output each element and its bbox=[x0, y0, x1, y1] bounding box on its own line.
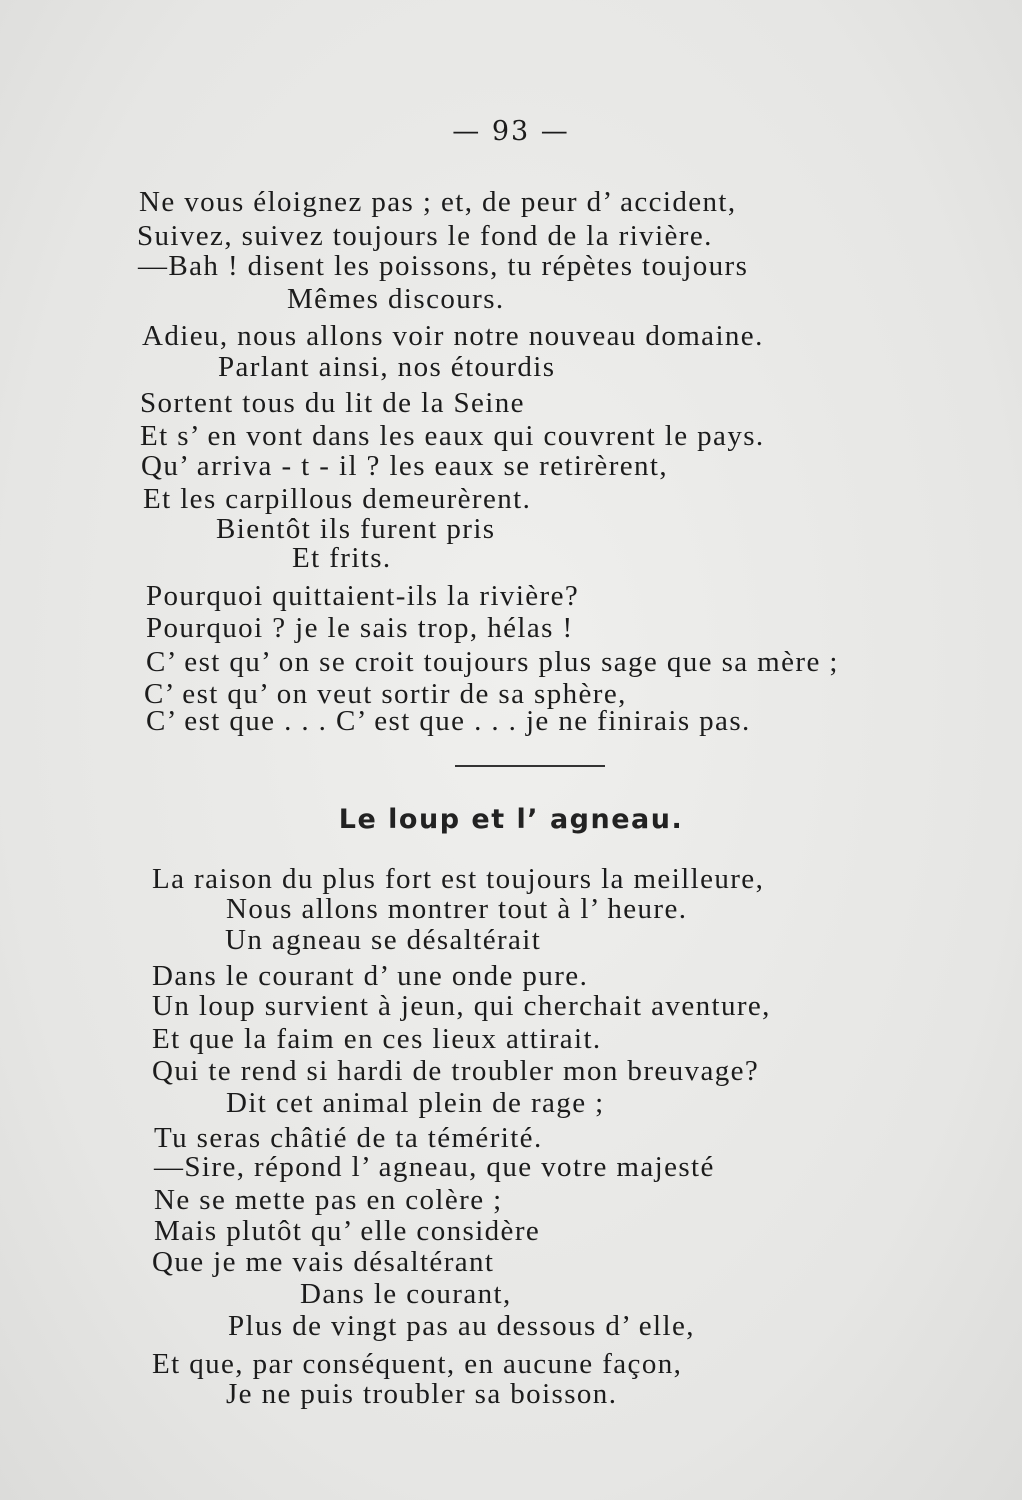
poem-line: Je ne puis troubler sa boisson. bbox=[226, 1378, 618, 1410]
fable-title: Le loup et l’ agneau. bbox=[338, 804, 684, 835]
poem-line: —Bah ! disent les poissons, tu répètes toujours bbox=[138, 250, 749, 282]
poem-line: —Sire, répond l’ agneau, que votre majesté bbox=[154, 1151, 715, 1183]
poem-line: Et que la faim en ces lieux attirait. bbox=[152, 1023, 602, 1055]
poem-line: Et frits. bbox=[292, 542, 392, 574]
poem-line: Mais plutôt qu’ elle considère bbox=[154, 1215, 541, 1247]
poem-line: C’ est qu’ on veut sortir de sa sphère, bbox=[144, 678, 627, 710]
poem-line: Et les carpillous demeurèrent. bbox=[143, 483, 532, 515]
poem-line: Mêmes discours. bbox=[287, 283, 505, 315]
poem-line: Dans le courant, bbox=[300, 1278, 512, 1310]
section-divider bbox=[455, 765, 605, 767]
poem-line: Un agneau se désaltérait bbox=[225, 924, 542, 956]
poem-line: Bientôt ils furent pris bbox=[216, 513, 496, 545]
poem-line: Qui te rend si hardi de troubler mon breuvage? bbox=[152, 1055, 760, 1087]
poem-line: Parlant ainsi, nos étourdis bbox=[218, 351, 556, 383]
poem-line: Et que, par conséquent, en aucune façon, bbox=[152, 1348, 683, 1380]
poem-line: Et s’ en vont dans les eaux qui couvrent le pays. bbox=[140, 420, 765, 452]
poem-line: Dit cet animal plein de rage ; bbox=[226, 1087, 605, 1119]
poem-line: Tu seras châtié de ta témérité. bbox=[154, 1122, 543, 1154]
poem-line: Dans le courant d’ une onde pure. bbox=[152, 960, 589, 992]
poem-line: Que je me vais désaltérant bbox=[152, 1246, 495, 1278]
poem-line: Ne se mette pas en colère ; bbox=[154, 1184, 503, 1216]
poem-line: Qu’ arriva - t - il ? les eaux se retirèrent, bbox=[141, 450, 669, 482]
poem-line: Adieu, nous allons voir notre nouveau domaine. bbox=[142, 320, 764, 352]
page-number: — 93 — bbox=[452, 116, 570, 147]
poem-line: C’ est qu’ on se croit toujours plus sage que sa mère ; bbox=[146, 646, 839, 678]
poem-line: Plus de vingt pas au dessous d’ elle, bbox=[228, 1310, 695, 1342]
poem-line: Ne vous éloignez pas ; et, de peur d’ accident, bbox=[139, 186, 737, 218]
poem-line: C’ est que . . . C’ est que . . . je ne finirais pas. bbox=[146, 705, 751, 737]
poem-line: Sortent tous du lit de la Seine bbox=[140, 387, 525, 419]
poem-line: La raison du plus fort est toujours la meilleure, bbox=[152, 863, 765, 895]
poem-line: Pourquoi quittaient-ils la rivière? bbox=[146, 580, 580, 612]
poem-line: Suivez, suivez toujours le fond de la rivière. bbox=[137, 220, 713, 252]
poem-line: Nous allons montrer tout à l’ heure. bbox=[226, 893, 688, 925]
poem-line: Pourquoi ? je le sais trop, hélas ! bbox=[146, 612, 574, 644]
poem-line: Un loup survient à jeun, qui cherchait aventure, bbox=[152, 990, 771, 1022]
